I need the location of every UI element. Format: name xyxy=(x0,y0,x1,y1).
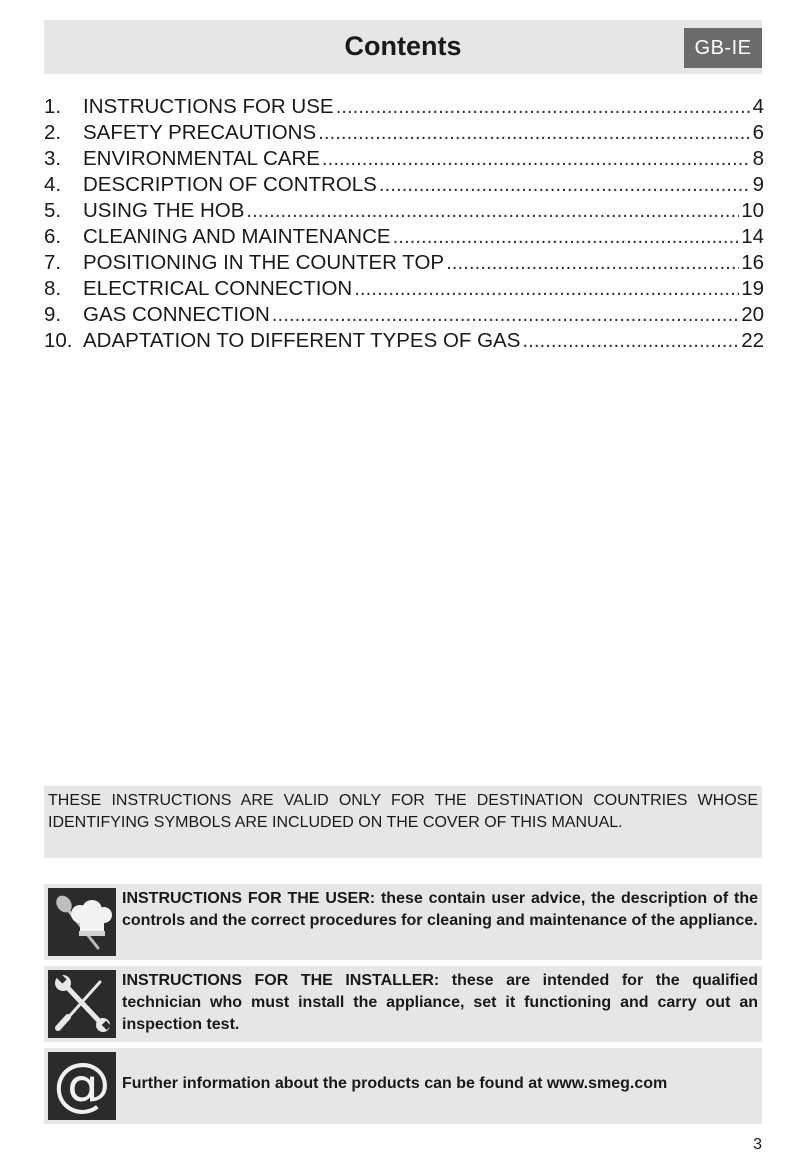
toc-number: 2. xyxy=(44,121,62,144)
contents-header xyxy=(44,20,762,74)
toc-leader-dots xyxy=(446,250,739,276)
toc-title: ELECTRICAL CONNECTION xyxy=(83,277,353,300)
toc-leader-dots xyxy=(354,276,739,302)
tools-icon xyxy=(48,970,116,1038)
toc-leader-dots xyxy=(379,172,751,198)
toc-entry-gas-connection[interactable] xyxy=(44,302,764,328)
toc-entry-environmental-care[interactable] xyxy=(44,146,764,172)
toc-leader-dots xyxy=(318,120,750,146)
installer-instructions-box xyxy=(44,966,762,1042)
toc-number: 10. xyxy=(44,329,73,352)
toc-title: SAFETY PRECAUTIONS xyxy=(83,121,317,144)
toc-entry-safety-precautions[interactable] xyxy=(44,120,764,146)
toc-page: 19 xyxy=(741,277,764,300)
destination-countries-notice xyxy=(44,786,762,858)
toc-title: USING THE HOB xyxy=(83,199,245,222)
web-info-text[interactable]: Further information about the products can be found at www.smeg.com xyxy=(122,1075,668,1092)
toc-number: 6. xyxy=(44,225,62,248)
chef-icon xyxy=(48,888,116,956)
toc-page: 4 xyxy=(752,95,764,118)
toc-page: 16 xyxy=(741,251,764,274)
toc-number: 8. xyxy=(44,277,62,300)
toc-number: 3. xyxy=(44,147,62,170)
toc-number: 7. xyxy=(44,251,62,274)
toc-page: 8 xyxy=(752,147,764,170)
user-instructions-text: INSTRUCTIONS FOR THE USER: these contain user advice, the description of the controls and the correct procedures for cleaning and maintenance of the appliance. xyxy=(122,890,758,929)
toc-page: 20 xyxy=(741,303,764,326)
toc-page: 10 xyxy=(741,199,764,222)
toc-entry-positioning-in-the-counter-top[interactable] xyxy=(44,250,764,276)
toc-title: INSTRUCTIONS FOR USE xyxy=(83,95,334,118)
toc-number: 4. xyxy=(44,173,62,196)
toc-page: 9 xyxy=(752,173,764,196)
toc-title: POSITIONING IN THE COUNTER TOP xyxy=(83,251,445,274)
toc-leader-dots xyxy=(393,224,740,250)
toc-entry-adaptation-to-different-types-of-gas[interactable] xyxy=(44,328,764,354)
toc-entry-using-the-hob[interactable] xyxy=(44,198,764,224)
toc-leader-dots xyxy=(322,146,751,172)
user-instructions-box xyxy=(44,884,762,960)
toc-number: 5. xyxy=(44,199,62,222)
web-info-box xyxy=(44,1048,762,1124)
toc-entry-electrical-connection[interactable] xyxy=(44,276,764,302)
toc-leader-dots xyxy=(522,328,739,354)
page-number: 3 xyxy=(753,1136,762,1153)
notice-text: THESE INSTRUCTIONS ARE VALID ONLY FOR THE DESTINATION COUNTRIES WHOSE IDENTIFYING SYMBOLS ARE INCLUDED ON THE COVER OF THIS MANUAL. xyxy=(48,792,758,831)
at-sign-icon xyxy=(48,1052,116,1120)
toc-page: 22 xyxy=(741,329,764,352)
toc-leader-dots xyxy=(246,198,739,224)
toc-number: 9. xyxy=(44,303,62,326)
toc-title: ENVIRONMENTAL CARE xyxy=(83,147,320,170)
toc-title: DESCRIPTION OF CONTROLS xyxy=(83,173,377,196)
svg-text:@: @ xyxy=(53,1052,111,1118)
toc-entry-description-of-controls[interactable] xyxy=(44,172,764,198)
toc-entry-instructions-for-use[interactable] xyxy=(44,94,764,120)
toc-entry-cleaning-and-maintenance[interactable] xyxy=(44,224,764,250)
toc-title: GAS CONNECTION xyxy=(83,303,270,326)
toc-leader-dots xyxy=(336,94,751,120)
toc-title: CLEANING AND MAINTENANCE xyxy=(83,225,391,248)
toc-title: ADAPTATION TO DIFFERENT TYPES OF GAS xyxy=(83,329,521,352)
toc-page: 6 xyxy=(752,121,764,144)
toc-page: 14 xyxy=(741,225,764,248)
language-badge: GB-IE xyxy=(684,28,762,68)
installer-instructions-text: INSTRUCTIONS FOR THE INSTALLER: these are intended for the qualified technician who must install the appliance, set it functioning and carry out an inspection test. xyxy=(122,972,758,1033)
page-title: Contents xyxy=(344,31,462,61)
toc-number: 1. xyxy=(44,95,62,118)
table-of-contents xyxy=(44,94,764,354)
toc-leader-dots xyxy=(272,302,739,328)
